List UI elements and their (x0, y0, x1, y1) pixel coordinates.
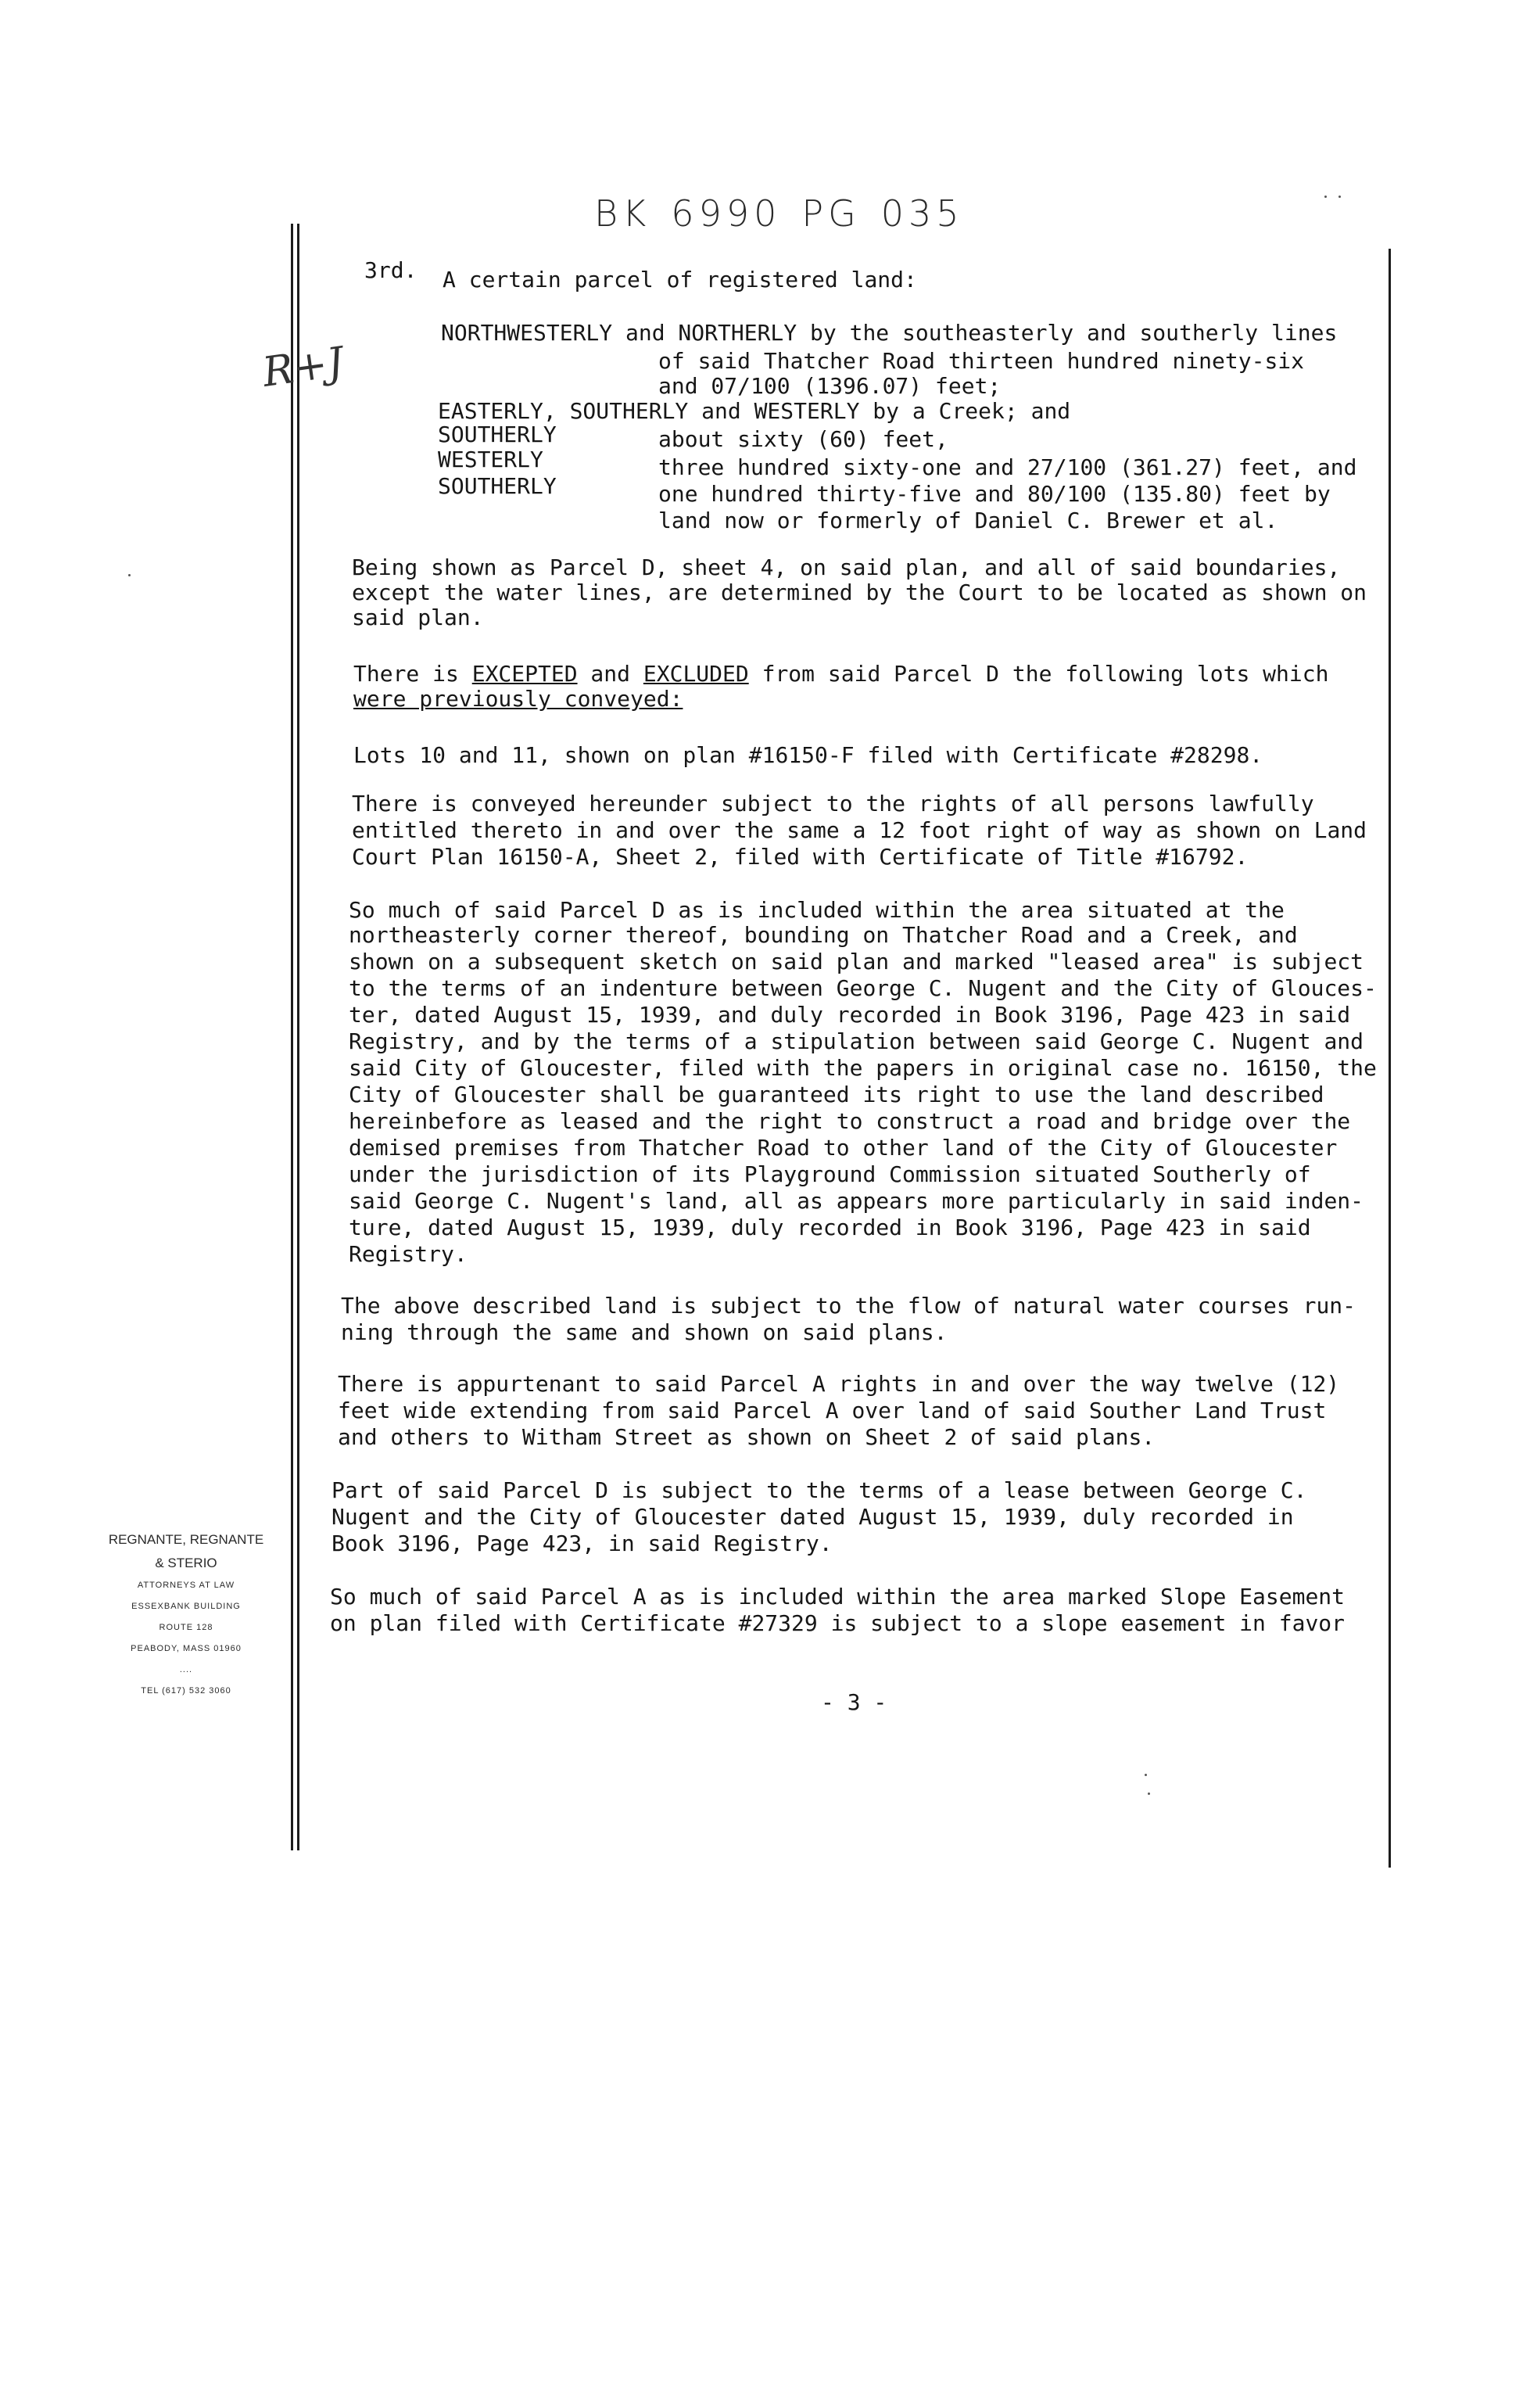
speck (1145, 1774, 1147, 1776)
paragraph-line: under the jurisdiction of its Playground Commission situated Southerly of (349, 1161, 1311, 1187)
paragraph-line: ning through the same and shown on said plans. (341, 1319, 948, 1345)
firm-line: ESSEXBANK BUILDING (131, 1602, 241, 1611)
firm-name: REGNANTE, REGNANTE (108, 1532, 264, 1547)
paragraph-line: hereinbefore as leased and the right to construct a road and bridge over the (349, 1108, 1351, 1134)
paragraph-line: feet wide extending from said Parcel A over land of said Souther Land Trust (338, 1398, 1327, 1423)
boundary-line: land now or formerly of Daniel C. Brewer et al. (658, 508, 1278, 533)
boundary-direction: SOUTHERLY (438, 473, 557, 499)
paragraph-line: Part of said Parcel D is subject to the terms of a lease between George C. (331, 1477, 1307, 1503)
paragraph-line: City of Gloucester shall be guaranteed its right to use the land described (349, 1082, 1324, 1107)
paragraph-line: were previously conveyed: (353, 686, 683, 712)
handwritten-initials: R+J (260, 339, 347, 397)
firm-line: ROUTE 128 (159, 1623, 213, 1632)
boundary-line: of said Thatcher Road thirteen hundred ninety-six (658, 348, 1305, 374)
speck (128, 574, 131, 576)
paragraph-line: on plan filed with Certificate #27329 is subject to a slope easement in favor (330, 1610, 1346, 1636)
book-label: BK (594, 192, 651, 235)
paragraph-line: entitled thereto in and over the same a 12 foot right of way as shown on Land (352, 817, 1367, 843)
page-number-stamp: 035 (880, 192, 964, 235)
page-number: - 3 - (821, 1689, 887, 1715)
paragraph-line: ture, dated August 15, 1939, duly recorded in Book 3196, Page 423 in said (349, 1215, 1311, 1240)
firm-line: .... (179, 1665, 193, 1674)
paragraph-line: said plan. (352, 605, 484, 630)
attorney-firm-block (92, 1528, 280, 1702)
paragraph-line: Being shown as Parcel D, sheet 4, on said plan, and all of said boundaries, (352, 554, 1341, 580)
paragraph-line: Nugent and the City of Gloucester dated August 15, 1939, duly recorded in (331, 1504, 1294, 1530)
boundary-line: EASTERLY, SOUTHERLY and WESTERLY by a Creek; and (438, 398, 1071, 424)
section-label: 3rd. (364, 257, 417, 283)
firm-line: PEABODY, MASS 01960 (131, 1644, 242, 1653)
speck (1324, 196, 1327, 198)
paragraph-line: said George C. Nugent's land, all as appears more particularly in said inden- (349, 1188, 1364, 1214)
paragraph-line: The above described land is subject to the flow of natural water courses run- (341, 1293, 1356, 1319)
left-margin-rule-inner (297, 224, 299, 1850)
paragraph-line: and others to Witham Street as shown on Sheet 2 of said plans. (338, 1424, 1156, 1450)
paragraph-line: There is appurtenant to said Parcel A rights in and over the way twelve (12) (338, 1371, 1340, 1397)
boundary-line: and 07/100 (1396.07) feet; (658, 373, 1002, 399)
paragraph-text: from said Parcel D the following lots which (748, 661, 1329, 687)
paragraph-line: Court Plan 16150-A, Sheet 2, filed with Certificate of Title #16792. (352, 844, 1249, 870)
boundary-line: NORTHWESTERLY and NORTHERLY by the southeasterly and southerly lines (441, 320, 1338, 346)
left-margin-rule-outer (291, 224, 293, 1850)
paragraph-line: demised premises from Thatcher Road to other land of the City of Gloucester (349, 1135, 1338, 1161)
boundary-direction: WESTERLY (438, 447, 543, 472)
boundary-distance: one hundred thirty-five and 80/100 (135.80) feet by (658, 481, 1331, 507)
firm-line: ATTORNEYS AT LAW (137, 1581, 235, 1590)
paragraph-line: Book 3196, Page 423, in said Registry. (331, 1531, 833, 1556)
section-lead: A certain parcel of registered land: (443, 267, 917, 292)
firm-line: TEL (617) 532 3060 (141, 1686, 231, 1696)
excepted-term: EXCEPTED (471, 661, 578, 687)
paragraph-line: except the water lines, are determined by the Court to be located as shown on (352, 580, 1367, 605)
speck (1148, 1793, 1150, 1795)
boundary-distance: three hundred sixty-one and 27/100 (361.27) feet, and (658, 454, 1357, 480)
paragraph-line: There is conveyed hereunder subject to the rights of all persons lawfully (352, 791, 1314, 816)
paragraph-line: northeasterly corner thereof, bounding on Thatcher Road and a Creek, and (349, 922, 1298, 948)
book-number: 6990 (671, 192, 782, 235)
paragraph-line: Lots 10 and 11, shown on plan #16150-F filed with Certificate #28298. (353, 742, 1263, 768)
paragraph-text: There is (353, 661, 472, 687)
firm-name-line2: & STERIO (155, 1556, 217, 1570)
book-page-stamp (594, 192, 984, 235)
page-label: PG (801, 192, 861, 235)
boundary-direction: SOUTHERLY (438, 422, 557, 447)
paragraph-line: So much of said Parcel D as is included within the area situated at the (349, 897, 1285, 923)
paragraph-line: Registry, and by the terms of a stipulation between said George C. Nugent and (349, 1028, 1364, 1054)
paragraph-line: ter, dated August 15, 1939, and duly recorded in Book 3196, Page 423 in said (349, 1002, 1351, 1028)
paragraph-line (353, 662, 1328, 686)
paragraph-line: Registry. (349, 1241, 468, 1267)
boundary-distance: about sixty (60) feet, (658, 426, 948, 452)
speck (1338, 196, 1341, 198)
paragraph-line: shown on a subsequent sketch on said plan and marked "leased area" is subject (349, 949, 1364, 974)
paragraph-line: to the terms of an indenture between George C. Nugent and the City of Glouces- (349, 975, 1377, 1001)
right-margin-rule (1389, 249, 1391, 1868)
paragraph-text: and (577, 661, 643, 687)
excluded-term: EXCLUDED (643, 661, 749, 687)
paragraph-line: said City of Gloucester, filed with the papers in original case no. 16150, the (349, 1055, 1377, 1081)
paragraph-line: So much of said Parcel A as is included within the area marked Slope Easement (330, 1584, 1346, 1610)
